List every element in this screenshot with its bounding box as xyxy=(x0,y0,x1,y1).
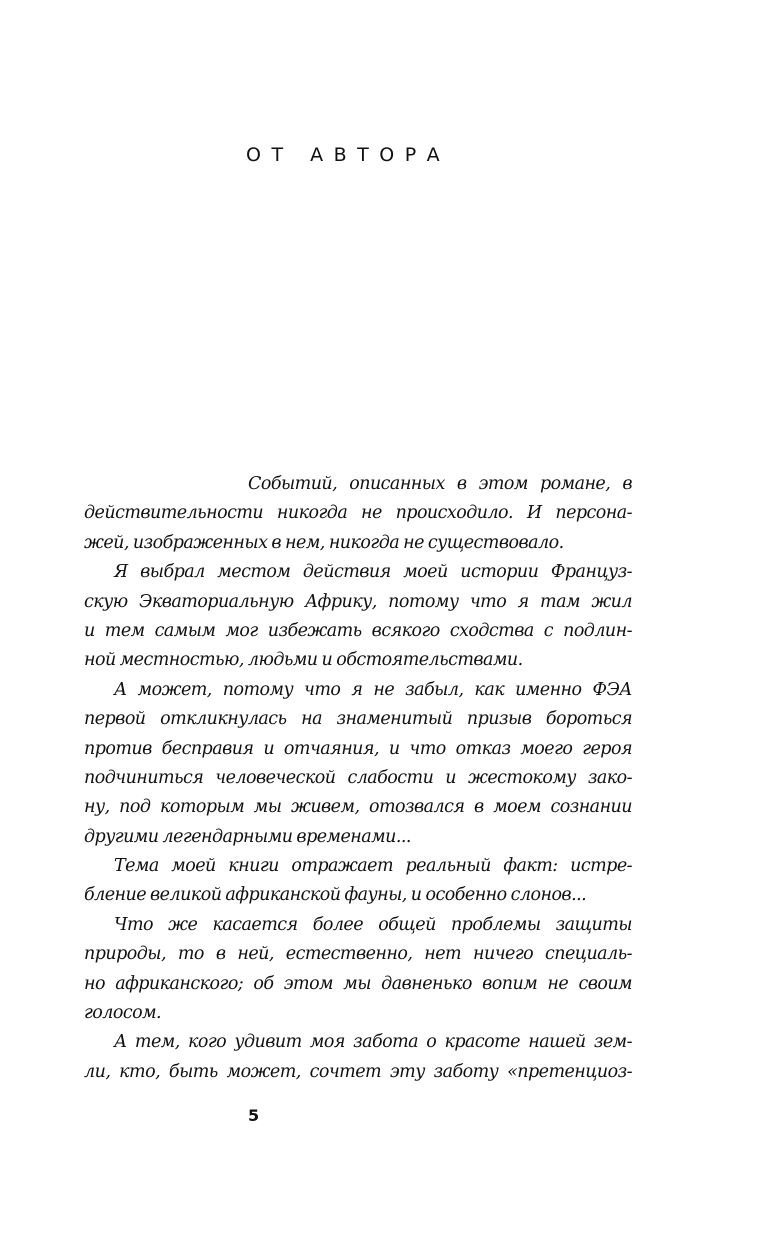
text-line: действительности никогда не происходило. И персона- xyxy=(84,503,632,524)
text-line: А тем, кого удивит моя забота о красоте нашей зем- xyxy=(114,1032,632,1053)
text-line: скую Экваториальную Африку, потому что я там жил xyxy=(84,591,632,612)
text-line: и тем самым мог избежать всякого сходства с подлин- xyxy=(84,620,632,641)
text-line: ли, кто, быть может, сочтет эту заботу «претенциоз- xyxy=(84,1061,632,1082)
text-line: Я выбрал местом действия моей истории Француз- xyxy=(114,562,632,583)
text-line: голосом. xyxy=(84,1003,162,1024)
chapter-heading: ОТ АВТОРА xyxy=(246,144,451,166)
text-line: другими легендарными временами... xyxy=(84,826,411,847)
text-line: Событий, описанных в этом романе, в xyxy=(248,474,632,494)
text-line: ну, под которым мы живем, отозвался в моем сознании xyxy=(84,797,632,818)
text-line: Тема моей книги отражает реальный факт: истре- xyxy=(114,856,632,877)
text-line: но африканского; об этом мы давненько вопим не своим xyxy=(84,973,632,994)
text-line: против бесправия и отчаяния, и что отказ моего героя xyxy=(84,738,632,759)
text-line: Что же касается более общей проблемы защиты xyxy=(114,914,632,935)
text-line: природы, то в ней, естественно, нет ничего специаль- xyxy=(84,944,632,965)
text-line: ной местностью, людьми и обстоятельствами. xyxy=(84,650,523,671)
text-line: жей, изображенных в нем, никогда не существовало. xyxy=(84,532,564,553)
text-line: А может, потому что я не забыл, как именно ФЭА xyxy=(114,679,632,700)
body-text xyxy=(84,470,632,1087)
text-line: бление великой африканской фауны, и особенно слонов... xyxy=(84,885,587,906)
page-number: 5 xyxy=(248,1106,260,1125)
text-line: первой откликнулась на знаменитый призыв бороться xyxy=(84,709,632,730)
text-line: подчиниться человеческой слабости и жестокому зако- xyxy=(84,767,632,788)
